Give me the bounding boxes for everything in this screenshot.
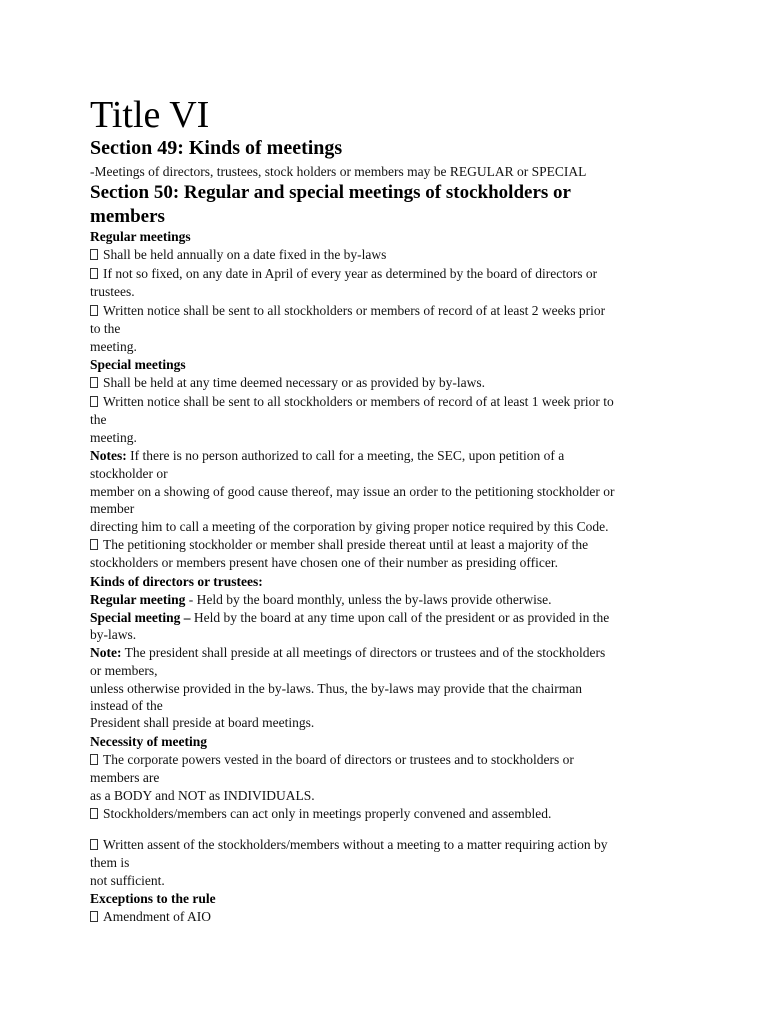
notes-line: stockholder or — [90, 466, 168, 481]
bullet-box-icon — [90, 808, 98, 819]
note-line: unless otherwise provided in the by-laws. Thus, the by-laws may provide that the chairman — [90, 681, 583, 696]
list-item: The petitioning stockholder or member shall preside thereat until at least a majority of the — [90, 536, 588, 553]
section-49-text: -Meetings of directors, trustees, stock holders or members may be REGULAR or SPECIAL — [90, 164, 587, 179]
list-item-continuation: to the — [90, 321, 121, 336]
note-line: President shall preside at board meetings. — [90, 715, 315, 730]
list-item: Written notice shall be sent to all stockholders or members of record of at least 2 weeks prior — [90, 302, 605, 319]
list-item: Shall be held at any time deemed necessary or as provided by by-laws. — [90, 374, 485, 391]
bullet-box-icon — [90, 305, 98, 316]
list-item: Written notice shall be sent to all stockholders or members of record of at least 1 week prior to — [90, 393, 614, 410]
note-label: Note: — [90, 645, 122, 660]
exceptions-heading: Exceptions to the rule — [90, 891, 216, 906]
list-item-continuation: not sufficient. — [90, 873, 165, 888]
note-line: or members, — [90, 663, 158, 678]
note-line: instead of the — [90, 698, 163, 713]
bullet-box-icon — [90, 377, 98, 388]
regular-meeting-label: Regular meeting — [90, 592, 186, 607]
regular-meeting-line: Regular meeting - Held by the board monthly, unless the by-laws provide otherwise. — [90, 592, 552, 607]
list-item-continuation: meeting. — [90, 430, 137, 445]
list-item: Amendment of AIO — [90, 908, 211, 925]
list-item-continuation: them is — [90, 855, 130, 870]
bullet-box-icon — [90, 839, 98, 850]
necessity-heading: Necessity of meeting — [90, 734, 207, 749]
notes-line: directing him to call a meeting of the corporation by giving proper notice required by this Code. — [90, 519, 609, 534]
notes-line: member on a showing of good cause thereof, may issue an order to the petitioning stockholder or — [90, 484, 615, 499]
notes-line: member — [90, 501, 135, 516]
section-49-heading: Section 49: Kinds of meetings — [90, 137, 343, 159]
regular-meetings-heading: Regular meetings — [90, 229, 191, 244]
bullet-box-icon — [90, 268, 98, 279]
kinds-heading: Kinds of directors or trustees: — [90, 574, 263, 589]
list-item-continuation: stockholders or members present have chosen one of their number as presiding officer. — [90, 555, 558, 570]
note-paragraph: Note: The president shall preside at all meetings of directors or trustees and of the stockholders — [90, 645, 606, 660]
notes-label: Notes: — [90, 448, 127, 463]
bullet-box-icon — [90, 911, 98, 922]
list-item: If not so fixed, on any date in April of every year as determined by the board of directors or — [90, 265, 597, 282]
special-meeting-line: Special meeting – Held by the board at any time upon call of the president or as provided in the — [90, 610, 610, 625]
bullet-box-icon — [90, 396, 98, 407]
bullet-box-icon — [90, 754, 98, 765]
special-meeting-continuation: by-laws. — [90, 627, 137, 642]
list-item-continuation: meeting. — [90, 339, 137, 354]
bullet-box-icon — [90, 249, 98, 260]
special-meetings-heading: Special meetings — [90, 357, 186, 372]
section-50-heading-line-2: members — [90, 206, 165, 227]
list-item: Stockholders/members can act only in meetings properly convened and assembled. — [90, 805, 551, 822]
list-item: The corporate powers vested in the board of directors or trustees and to stockholders or — [90, 751, 574, 768]
list-item-continuation: members are — [90, 770, 160, 785]
list-item: Shall be held annually on a date fixed in the by-laws — [90, 246, 386, 263]
special-meeting-label: Special meeting – — [90, 610, 191, 625]
page-title: Title VI — [90, 94, 210, 136]
list-item-continuation: trustees. — [90, 284, 135, 299]
list-item-continuation: as a BODY and NOT as INDIVIDUALS. — [90, 788, 315, 803]
section-50-heading-line-1: Section 50: Regular and special meetings of stockholders or — [90, 182, 571, 203]
notes-paragraph: Notes: If there is no person authorized to call for a meeting, the SEC, upon petition of a — [90, 448, 565, 463]
list-item: Written assent of the stockholders/members without a meeting to a matter requiring action by — [90, 836, 607, 853]
list-item-continuation: the — [90, 412, 107, 427]
bullet-box-icon — [90, 539, 98, 550]
